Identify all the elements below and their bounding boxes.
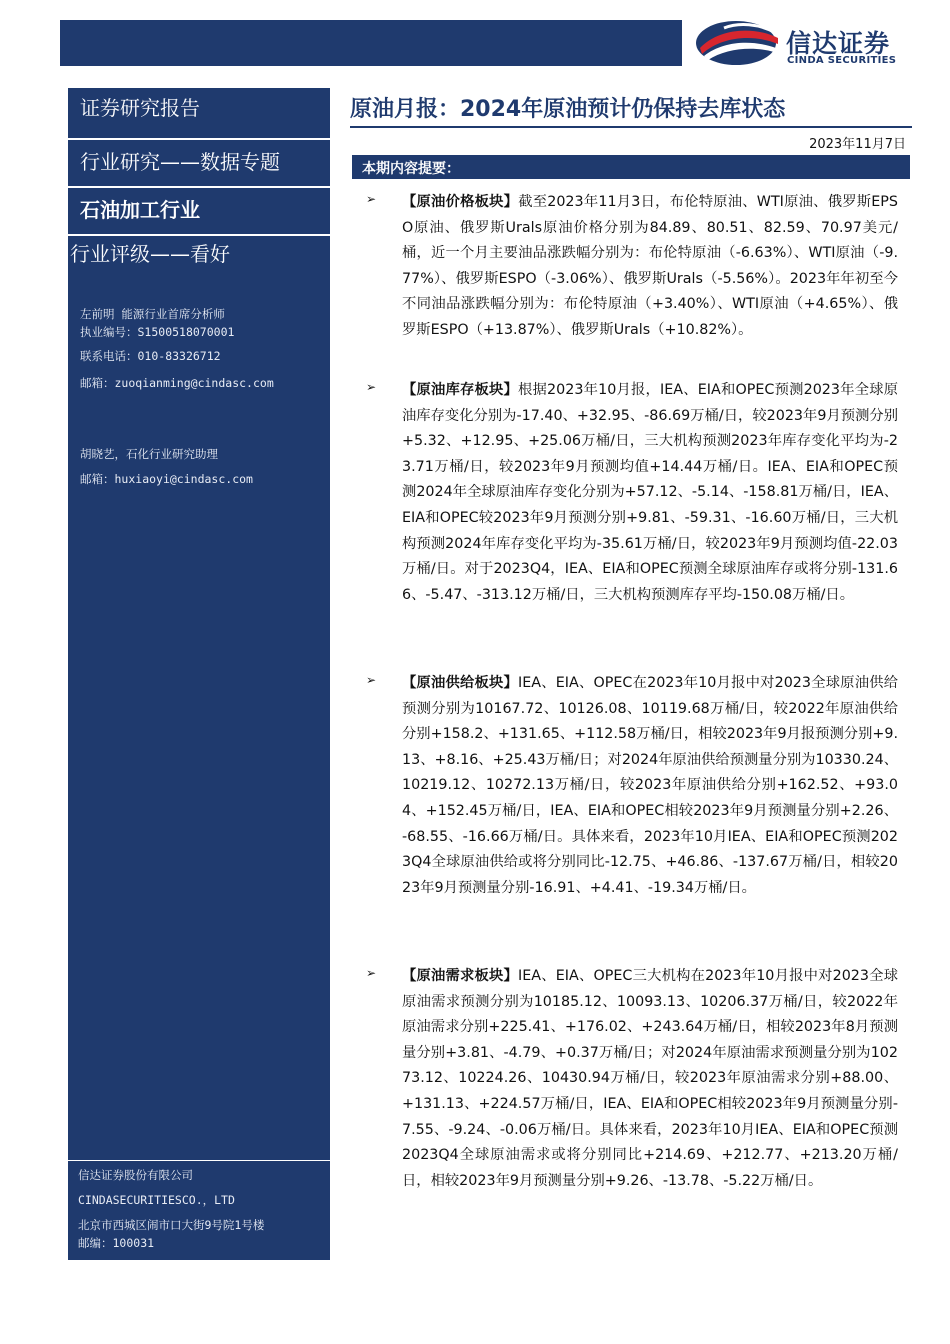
title-divider — [350, 126, 912, 128]
header-bar — [60, 20, 682, 66]
arrow-bullet-icon: ➢ — [366, 192, 377, 206]
report-date: 2023年11月7日 — [809, 137, 906, 152]
section-text: 截至2023年11月3日，布伦特原油、WTI原油、俄罗斯EPSO原油、俄罗斯Urals原油价格分别为84.89、80.51、82.59、70.97美元/桶，近一个月主要油品涨跌幅分别为：布伦特原油（-6.63%）、WTI原油（-9.77%）、俄罗斯ESPO（-3.06%）、俄罗斯Urals（-5.56%）。2023年年初至今不同油品涨跌幅分别为：布伦特原油（+3.40%）、WTI原油（+4.65%）、俄罗斯ESPO（+13.87%）、俄罗斯Urals（+10.82%）。 — [402, 194, 898, 338]
analyst1-email: 邮箱：zuoqianming@cindasc.com — [80, 376, 274, 390]
section-label: 【原油价格板块】 — [402, 194, 519, 210]
page-title: 原油月报：2024年原油预计仍保持去库状态 — [350, 97, 786, 122]
analyst1-license: 执业编号：S1500518070001 — [80, 325, 235, 339]
industry-block — [68, 188, 330, 236]
section-label: 【原油供给板块】 — [402, 675, 519, 691]
section-text: 根据2023年10月报，IEA、EIA和OPEC预测2023年全球原油库存变化分别为-17.40、+32.95、-86.69万桶/日，较2023年9月预测分别+5.32、+12.95、+25.06万桶/日，三大机构预测2023年库存变化平均为-23.71万桶/日，较2023年9月预测均值+14.44万桶/日。IEA、EIA和OPEC预测2024年全球原油库存变化分别为+57.12、-5.14、-158.81万桶/日，IEA、EIA和OPEC较2023年9月预测分别+9.81、-59.31、-16.60万桶/日，三大机构预测2024年库存变化平均为-35.61万桶/日，较2023年9月预测均值-22.03万桶/日。对于2023Q4，IEA、EIA和OPEC预测全球原油库存或将分别-131.66、-5.47、-313.12万桶/日，三大机构预测库存平均-150.08万桶/日。 — [402, 382, 899, 603]
report-type: 证券研究报告 — [80, 96, 200, 120]
research-type-block — [68, 140, 330, 188]
cinda-logo-mark-icon — [694, 18, 782, 68]
arrow-bullet-icon: ➢ — [366, 966, 377, 980]
section-paragraph — [402, 378, 898, 608]
analyst2-name: 胡晓艺，石化行业研究助理 — [80, 447, 218, 461]
section-label: 【原油需求板块】 — [402, 968, 519, 984]
summary-heading: 本期内容提要： — [362, 161, 460, 177]
company-cn: 信达证券股份有限公司 — [78, 1168, 193, 1182]
summary-heading-bar — [352, 155, 910, 179]
report-type-block — [68, 88, 330, 140]
company-footer — [68, 1160, 330, 1250]
section-label: 【原油库存板块】 — [402, 382, 519, 398]
cinda-logo — [694, 18, 924, 68]
company-en: CINDASECURITIESCO.，LTD — [78, 1193, 235, 1207]
industry-name: 石油加工行业 — [80, 198, 200, 222]
analyst1-phone: 联系电话：010-83326712 — [80, 349, 221, 363]
section-paragraph — [402, 190, 898, 344]
section-paragraph — [402, 964, 898, 1194]
section-text: IEA、EIA、OPEC三大机构在2023年10月报中对2023全球原油需求预测分别为10185.12、10093.13、10206.37万桶/日，较2022年原油需求分别+225.41、+176.02、+243.64万桶/日，相较2023年8月预测量分别+3.81、-4.79、+0.37万桶/日；对2024年原油需求预测量分别为10273.12、10224.26、10430.94万桶/日，较2023年原油需求分别+88.00、+131.13、+224.57万桶/日，IEA、EIA和OPEC相较2023年9月预测量分别-7.55、-9.24、-0.06万桶/日。具体来看，2023年10月IEA、EIA和OPEC预测2023Q4全球原油需求或将分别同比+214.69、+212.77、+213.20万桶/日，相较2023年9月预测量分别+9.26、-13.78、-5.22万桶/日。 — [402, 968, 899, 1189]
arrow-bullet-icon: ➢ — [366, 380, 377, 394]
logo-cn-text: 信达证券 — [786, 29, 891, 58]
analyst1-name: 左前明 能源行业首席分析师 — [80, 307, 225, 321]
analyst2-email: 邮箱：huxiaoyi@cindasc.com — [80, 472, 253, 486]
research-type: 行业研究——数据专题 — [80, 150, 280, 174]
company-address: 北京市西城区闹市口大街9号院1号楼 — [78, 1218, 265, 1232]
sidebar — [68, 88, 330, 1260]
industry-rating: 行业评级——看好 — [70, 242, 230, 266]
company-postcode: 邮编：100031 — [78, 1236, 155, 1250]
arrow-bullet-icon: ➢ — [366, 673, 377, 687]
logo-en-text: CINDA SECURITIES — [787, 55, 897, 66]
section-paragraph — [402, 671, 898, 901]
section-text: IEA、EIA、OPEC在2023年10月报中对2023全球原油供给预测分别为10167.72、10126.08、10119.68万桶/日，较2022年原油供给分别+158.2、+131.65、+112.58万桶/日，相较2023年9月报预测分别+9.13、+8.16、+25.43万桶/日；对2024年原油供给预测量分别为10330.24、10219.12、10272.13万桶/日，较2023年原油供给分别+162.52、+93.04、+152.45万桶/日，IEA、EIA和OPEC相较2023年9月预测量分别+2.26、-68.55、-16.66万桶/日。具体来看，2023年10月IEA、EIA和OPEC预测2023Q4全球原油供给或将分别同比-12.75、+46.86、-137.67万桶/日，相较2023年9月预测量分别-16.91、+4.41、-19.34万桶/日。 — [402, 675, 899, 896]
